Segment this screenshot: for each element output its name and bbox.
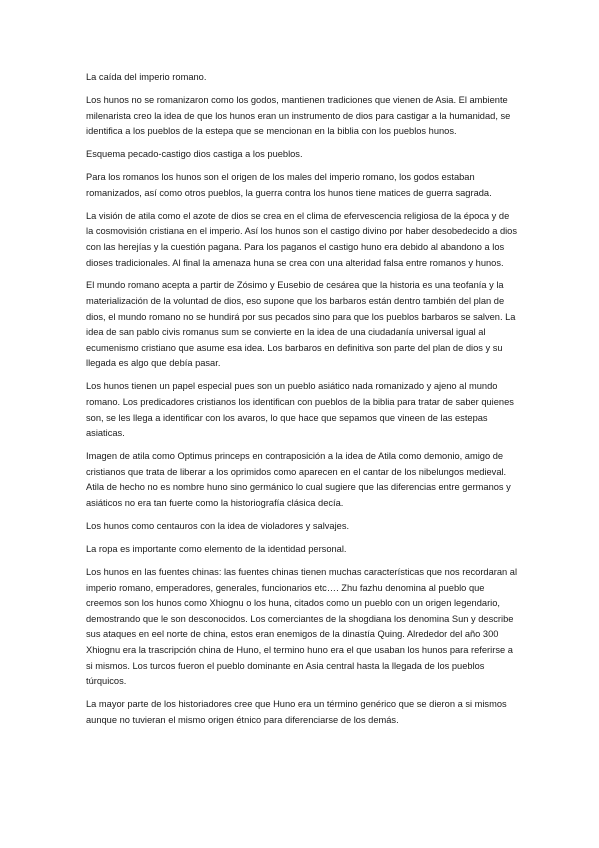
paragraph-4: La visión de atila como el azote de dios se crea en el clima de efervescencia religiosa de la época y de la cosmovisión cristiana en el imperio. Así los hunos son el castigo divino por haber desobedecido a dios con las herejías y la cuestión pagana. Para los paganos el castigo huno era debido al abandono a los dioses tradicionales. Al final la amenaza huna se crea con una alteridad falsa entre romanos y hunos. [86,210,518,268]
paragraph-5: El mundo romano acepta a partir de Zósimo y Eusebio de cesárea que la historia es una teofanía y la materialización de la voluntad de dios, eso supone que los barbaros están dentro también del plan de dios, el mundo romano no se hundirá por sus pecados sino para que los pueblos barbaros se salven. La idea de san pablo civis romanus sum se convierte en la idea de una ciudadanía universal igual al ecumenismo cristiano que asume esa idea. Los barbaros en definitiva son parte del plan de dios y su llegada es algo que debía pasar. [86,280,516,369]
paragraph-7: Imagen de atila como Optimus princeps en contraposición a la idea de Atila como demonio, amigo de cristianos que trata de liberar a los oprimidos como aparecen en el cantar de los nibelungos medieval. Atila de hecho no es nombre huno sino germánico lo cual sugiere que las diferencias entre germanos y asiáticos no era tan fuerte como la historiografía clásica decía. [86,451,511,508]
paragraph-1: Los hunos no se romanizaron como los godos, mantienen tradiciones que vienen de Asia. El ambiente milenarista creo la idea de que los hunos eran un instrumento de dios para castigar a la humanidad, se identifica a los pueblos de la estepa que se mencionan en la biblia con los pueblos hunos. [86,94,511,137]
paragraph-8: Los hunos como centauros con la idea de violadores y salvajes. [86,520,350,531]
paragraph-9: La ropa es importante como elemento de la identidad personal. [86,543,347,554]
paragraph-2: Esquema pecado-castigo dios castiga a los pueblos. [86,149,303,160]
paragraph-11: La mayor parte de los historiadores cree que Huno era un término genérico que se dieron a si mismos aunque no tuvieran el mismo origen étnico para diferenciarse de los demás. [86,699,507,725]
paragraph-6: Los hunos tienen un papel especial pues son un pueblo asiático nada romanizado y ajeno al mundo romano. Los predicadores cristianos los identifican con pueblos de la biblia para tratar de saber quienes son, se les llega a identificar con los avaros, lo que hace que sepamos que vineen de las estepas asiaticas. [86,381,514,439]
document-title: La caída del imperio romano. [86,72,207,82]
paragraph-10: Los hunos en las fuentes chinas: las fuentes chinas tienen muchas características que nos recordaran al imperio romano, emperadores, generales, funcionarios etc…. Zhu fazhu denomina al pueblo que creemos son los hunos como Xhiognu o los huna, citados como un pueblo con un origen legendario, demostrando que le son desconocidos. Los comerciantes de la shogdiana los denomina Sun y describe sus ataques en eel norte de china, estos eran enemigos de la dinastía Quing. Alrededor del año 300 Xhiognu era la trascripción china de Huno, el termino huno era el que usaban los hunos para referirse a si mismos. Los turcos fueron el pueblo dominante en Asia central hasta la llegada de los pueblos túrquicos. [86,566,518,687]
paragraph-3: Para los romanos los hunos son el origen de los males del imperio romano, los godos estaban romanizados, así como otros pueblos, la guerra contra los hunos tiene matices de guerra sagrada. [86,172,492,198]
document-page [86,70,518,736]
